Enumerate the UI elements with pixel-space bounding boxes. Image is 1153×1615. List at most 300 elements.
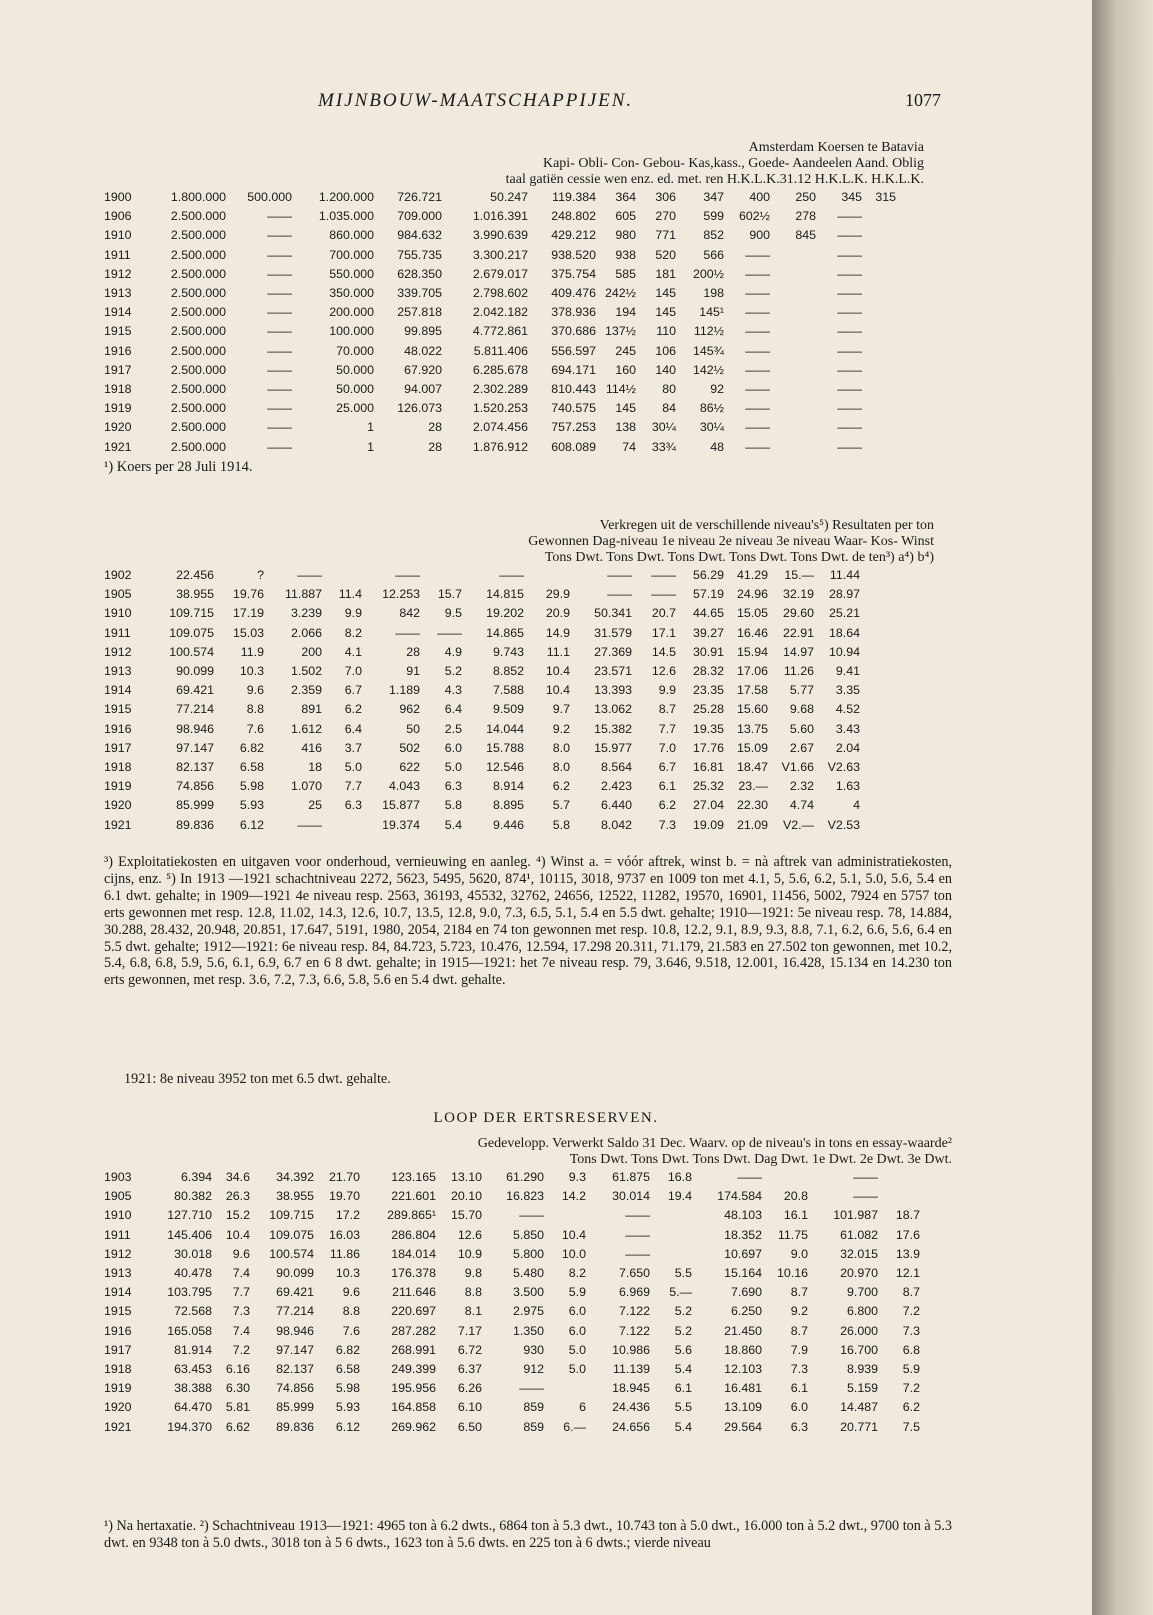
table-cell: 6.12: [335, 1419, 360, 1434]
table-cell: ——: [745, 247, 770, 262]
table2-header-2: Gewonnen Dag-niveau 1e niveau 2e niveau 3e niveau Waar- Kos- Winst: [528, 534, 934, 549]
table1-header-2: Kapi- Obli- Con- Gebou- Kas,kass., Goede- Aandeelen Aand. Oblig: [542, 156, 924, 171]
table-cell: 11.26: [783, 664, 814, 679]
table-cell: ——: [853, 1189, 878, 1204]
table-cell: 21.70: [328, 1170, 360, 1184]
table-cell: 2.500.000: [170, 324, 226, 339]
table-cell: 2.066: [290, 625, 322, 640]
table-cell: 145¾: [692, 343, 724, 358]
table-cell: 364: [615, 190, 636, 204]
table-cell: [865, 342, 899, 361]
table-cell: 10.0: [561, 1246, 586, 1261]
table-cell: 19.4: [667, 1189, 692, 1204]
table-cell: 938: [615, 247, 636, 262]
table-cell: 160: [615, 362, 636, 377]
table-cell: 29.564: [724, 1419, 762, 1434]
table-cell: 19.202: [486, 606, 524, 621]
table-cell: 100.000: [329, 324, 374, 339]
table-cell: 110: [656, 324, 676, 339]
table-row: [104, 322, 899, 341]
table-cell: [865, 226, 899, 245]
table-row: [104, 604, 863, 623]
table-cell: 1.350: [512, 1323, 544, 1338]
table-cell: 20.10: [450, 1189, 482, 1204]
table-cell: 270: [655, 209, 676, 224]
table-cell: [773, 361, 819, 380]
table-cell: 28: [428, 439, 442, 454]
table-cell: 100.574: [269, 1246, 314, 1261]
table-cell: 29.9: [545, 587, 570, 602]
table-cell: 6.12: [239, 817, 264, 832]
table-cell: 20.771: [840, 1419, 878, 1434]
table-cell: ——: [267, 228, 292, 243]
table-cell: 2.302.289: [472, 382, 528, 397]
table-cell: 6.4: [344, 721, 362, 736]
table-cell: 566: [703, 247, 724, 262]
table-cell: 6.394: [180, 1170, 212, 1184]
table-cell: 6.1: [790, 1381, 808, 1396]
table-cell: 8.7: [658, 702, 676, 717]
page-number: 1077: [905, 90, 941, 110]
table-cell: 25.21: [828, 606, 860, 621]
table-cell: 18.64: [828, 625, 860, 640]
table-cell: 15.164: [724, 1266, 762, 1281]
table-cell: 8.8: [464, 1285, 482, 1300]
table-cell: 6: [579, 1400, 586, 1415]
table-cell: 80: [662, 382, 676, 397]
table-cell: 245: [615, 343, 636, 358]
table-cell: 370.686: [551, 324, 596, 339]
table-cell: 2.074.456: [472, 420, 528, 435]
table-cell: 7.9: [790, 1342, 808, 1357]
row-year: 1910: [104, 228, 132, 243]
table-cell: 77.214: [276, 1304, 314, 1319]
table-cell: 142½: [692, 362, 724, 377]
table-cell: 5.6: [674, 1342, 692, 1357]
table-cell: 145.406: [167, 1227, 212, 1242]
table-cell: 15.94: [736, 644, 768, 659]
table-cell: 2.500.000: [170, 286, 226, 301]
table-row: [104, 380, 899, 399]
table-cell: 7.0: [344, 664, 362, 679]
table-cell: 194: [615, 305, 636, 320]
row-year: 1917: [104, 1342, 132, 1357]
table-cell: 16.481: [724, 1381, 762, 1396]
table-cell: 1.800.000: [170, 190, 226, 204]
table-row: [104, 418, 899, 437]
table-cell: 502: [399, 740, 420, 755]
table-cell: 608.089: [551, 439, 596, 454]
table-cell: 7.2: [232, 1342, 250, 1357]
ore-reserves-table: [104, 1168, 923, 1437]
table-cell: 2.423: [600, 779, 632, 794]
table-cell: 15.977: [594, 740, 632, 755]
table-cell: 7.6: [342, 1323, 360, 1338]
table-cell: 17.19: [232, 606, 264, 621]
table-cell: 694.171: [551, 362, 596, 377]
table-cell: 1.876.912: [472, 439, 528, 454]
table-cell: 6.58: [239, 760, 264, 775]
table-cell: 5.0: [444, 760, 462, 775]
table-cell: 1.070: [290, 779, 322, 794]
table-cell: 13.109: [724, 1400, 762, 1415]
table-cell: ——: [625, 1208, 650, 1223]
table-cell: 194.370: [167, 1419, 212, 1434]
table-row: [104, 777, 863, 796]
table-cell: ——: [745, 401, 770, 416]
table-cell: 6.2: [902, 1400, 920, 1415]
table-cell: ——: [297, 568, 322, 582]
table-cell: 91: [406, 664, 420, 679]
table-cell: 7.0: [658, 740, 676, 755]
table-cell: 2.500.000: [170, 420, 226, 435]
table-cell: ——: [745, 266, 770, 281]
table-cell: 9.9: [344, 606, 362, 621]
table-cell: 85.999: [276, 1400, 314, 1415]
table-cell: 10.4: [225, 1227, 250, 1242]
table-cell: 550.000: [329, 266, 374, 281]
table-cell: V2.63: [827, 760, 860, 775]
table-cell: 50: [406, 721, 420, 736]
table-row: [104, 1360, 923, 1379]
table-row: [104, 1302, 923, 1321]
table1-footnote: ¹) Koers per 28 Juli 1914.: [104, 458, 253, 475]
table-cell: 4.9: [444, 644, 462, 659]
table-cell: 30¼: [651, 420, 676, 435]
table-cell: 184.014: [391, 1246, 436, 1261]
row-year: 1913: [104, 1266, 132, 1281]
table-cell: 17.58: [736, 683, 768, 698]
table-cell: [765, 1168, 811, 1187]
table-cell: 109.715: [169, 606, 214, 621]
table-row: [104, 720, 863, 739]
table-cell: ?: [257, 568, 264, 582]
table-cell: [865, 380, 899, 399]
table-cell: [325, 816, 365, 835]
table-cell: 27.04: [692, 798, 724, 813]
table-cell: 15.03: [232, 625, 264, 640]
table-cell: ——: [745, 382, 770, 397]
table-cell: 3.500: [512, 1285, 544, 1300]
table-row: [104, 624, 863, 643]
table-cell: 72.568: [174, 1304, 212, 1319]
table-cell: 12.103: [724, 1362, 762, 1377]
table-cell: 16.46: [736, 625, 768, 640]
table-cell: 6.969: [618, 1285, 650, 1300]
table-cell: 10.3: [239, 664, 264, 679]
table-cell: 24.96: [736, 587, 768, 602]
table-cell: 8.895: [492, 798, 524, 813]
table-cell: [865, 399, 899, 418]
table-row: [104, 1206, 923, 1225]
table-cell: 7.7: [232, 1285, 250, 1300]
table-cell: 860.000: [329, 228, 374, 243]
table-cell: 82.137: [276, 1362, 314, 1377]
table-cell: 7.3: [902, 1323, 920, 1338]
table-cell: 18.352: [724, 1227, 762, 1242]
table-cell: 2.500.000: [170, 266, 226, 281]
table-cell: ——: [267, 247, 292, 262]
table-cell: 2.04: [835, 740, 860, 755]
table-cell: 22.30: [736, 798, 768, 813]
table-cell: 500.000: [247, 190, 292, 204]
table-cell: 140: [655, 362, 676, 377]
table-cell: ——: [267, 420, 292, 435]
table-cell: 9.6: [342, 1285, 360, 1300]
table-cell: [527, 566, 573, 585]
table-cell: 1: [367, 439, 374, 454]
table-row: [104, 1379, 923, 1398]
table-cell: 3.239: [290, 606, 322, 621]
table-cell: 12.1: [895, 1266, 920, 1281]
table-cell: 19.09: [692, 817, 724, 832]
table-cell: 7.122: [618, 1304, 650, 1319]
table-row: [104, 438, 899, 457]
table-cell: 8.2: [344, 625, 362, 640]
table-cell: [547, 1379, 589, 1398]
table-cell: 6.10: [457, 1400, 482, 1415]
table-cell: 9.6: [232, 1246, 250, 1261]
row-year: 1911: [104, 625, 131, 640]
table-cell: 27.369: [594, 644, 632, 659]
table-cell: 18.945: [612, 1381, 650, 1396]
table-cell: [865, 303, 899, 322]
table-cell: 7.5: [902, 1419, 920, 1434]
table-cell: 30.014: [612, 1189, 650, 1204]
table-cell: 605: [615, 209, 636, 224]
table-cell: 1.200.000: [318, 190, 374, 204]
table-cell: ——: [837, 343, 862, 358]
table-row: [104, 246, 899, 265]
table-cell: 10.9: [457, 1246, 482, 1261]
row-year: 1914: [104, 305, 132, 320]
row-year: 1917: [104, 362, 132, 377]
table-cell: 740.575: [551, 401, 596, 416]
table-cell: 6.7: [344, 683, 362, 698]
row-year: 1920: [104, 1400, 132, 1415]
table-cell: 9.743: [492, 644, 524, 659]
table-cell: [653, 1226, 695, 1245]
table-cell: 18.860: [724, 1342, 762, 1357]
table-cell: 2.5: [444, 721, 462, 736]
table-cell: 9.5: [444, 606, 462, 621]
table-cell: ——: [499, 568, 524, 582]
table-cell: 12.6: [457, 1227, 482, 1242]
table-cell: 18.7: [895, 1208, 920, 1223]
table-cell: 7.2: [902, 1304, 920, 1319]
table-cell: 11.1: [546, 644, 570, 659]
table-cell: 1.016.391: [472, 209, 528, 224]
table-cell: ——: [745, 324, 770, 339]
table-row: [104, 1264, 923, 1283]
table2-block: [104, 518, 954, 835]
table-cell: 2.975: [512, 1304, 544, 1319]
table-cell: 1: [367, 420, 374, 435]
table-cell: 11.44: [829, 568, 860, 582]
table-cell: 5.0: [568, 1362, 586, 1377]
table-cell: 15.60: [736, 702, 768, 717]
table-cell: 350.000: [329, 286, 374, 301]
table-cell: 127.710: [167, 1208, 212, 1223]
row-year: 1902: [104, 568, 132, 582]
table-cell: 90.099: [276, 1266, 314, 1281]
table-cell: 12.253: [382, 587, 420, 602]
table-cell: 48.103: [724, 1208, 762, 1223]
row-year: 1919: [104, 401, 132, 416]
table-cell: 2.500.000: [170, 362, 226, 377]
table-row: [104, 1283, 923, 1302]
table-cell: ——: [651, 587, 676, 602]
table-cell: 5.93: [239, 798, 264, 813]
table-cell: 16.823: [506, 1189, 544, 1204]
row-year: 1915: [104, 702, 132, 717]
table-cell: 429.212: [551, 228, 596, 243]
table-cell: 286.804: [391, 1227, 436, 1242]
table-cell: 6.0: [568, 1323, 586, 1338]
table-cell: 278: [795, 209, 816, 224]
table-cell: [773, 284, 819, 303]
table-cell: 6.50: [457, 1419, 482, 1434]
table-cell: 2.67: [789, 740, 814, 755]
table-cell: 13.10: [450, 1170, 482, 1184]
table-cell: 5.4: [444, 817, 462, 832]
table-cell: 123.165: [391, 1170, 436, 1184]
table-cell: 810.443: [551, 382, 596, 397]
table-cell: ——: [837, 228, 862, 243]
table-cell: 8.1: [464, 1304, 482, 1319]
table-cell: [865, 361, 899, 380]
table-cell: 10.3: [335, 1266, 360, 1281]
table1-header-1: Amsterdam Koersen te Batavia: [748, 140, 924, 155]
table-cell: ——: [837, 247, 862, 262]
table-cell: 17.1: [651, 625, 676, 640]
table-cell: 101.987: [833, 1208, 878, 1223]
table-cell: 10.4: [545, 683, 570, 698]
table-cell: 4.74: [789, 798, 814, 813]
table-cell: ——: [267, 362, 292, 377]
page-header: [0, 90, 1092, 120]
table-cell: ——: [837, 324, 862, 339]
table-cell: 11.9: [240, 644, 264, 659]
table-cell: 891: [301, 702, 322, 717]
table-cell: 2.500.000: [170, 401, 226, 416]
table-cell: 12.6: [651, 664, 676, 679]
table-cell: 6.285.678: [472, 362, 528, 377]
table-cell: 5.2: [674, 1304, 692, 1319]
table-cell: 14.5: [651, 644, 676, 659]
table-cell: 164.858: [391, 1400, 436, 1415]
table-cell: 2.359: [290, 683, 322, 698]
table-cell: 14.9: [545, 625, 570, 640]
table-cell: 138: [615, 420, 636, 435]
table3-block: [104, 1136, 954, 1437]
table-cell: ——: [837, 382, 862, 397]
table2-footnote: ³) Exploitatiekosten en uitgaven voor onderhoud, vernieuwing en aanleg. ⁴) Winst a. = vóór aftrek, winst b. = nà aftrek van administratiekosten, cijns, enz. ⁵) In 1913 —1921 schachtniveau 2272, 5623, 5495, 5620, 874¹, 10115, 3018, 9737 en 1009 ton met 4.1, 5, 5.6, 6.2, 5.1, 5.0, 5.6, 5.4 en 6.1 dwt. gehalte; in 1909—1921 4e niveau resp. 2563, 36193, 45532, 32762, 24656, 12522, 11282, 19570, 16901, 11456, 5002, 7924 en 5757 ton erts gewonnen met resp. 12.8, 11.02, 14.3, 12.6, 10.7, 13.5, 12.8, 9.0, 7.3, 6.5, 5.1, 5.4 en 5.5 dwt. gehalte; 1910—1921: 5e niveau resp. 78, 14.884, 30.288, 28.432, 20.948, 20.851, 17.647, 5191, 1980, 2054, 2184 en 74 ton gewonnen met resp. 10.8, 12.2, 9.1, 8.9, 9.3, 8.8, 7.1, 6.2, 6.6, 5.6, 6.4 en 5.5 dwt. gehalte; 1912—1921: 6e niveau resp. 84, 84.723, 5.723, 10.476, 12.594, 17.298 20.311, 71.179, 21.583 en 27.502 ton gewonnen, met 10.2, 5.4, 6.8, 6.8, 5.9, 5.6, 6.1, 6.9, 6.7 en 6 8 dwt. gehalte; in 1915—1921: het 7e niveau resp. 79, 3.646, 9.518, 12.001, 16.428, 15.134 en 14.230 ton erts gewonnen, met resp. 3.6, 7.2, 7.3, 6.6, 5.8, 5.6 en 5.4 dwt. gehalte.: [104, 854, 952, 989]
table-cell: 5.93: [335, 1400, 360, 1415]
table-cell: ——: [837, 439, 862, 454]
table-row: [104, 796, 863, 815]
table-cell: 6.37: [457, 1362, 482, 1377]
table-cell: 16.81: [692, 760, 724, 775]
table-cell: 61.082: [840, 1227, 878, 1242]
table-cell: 556.597: [551, 343, 596, 358]
table-cell: 9.41: [835, 664, 860, 679]
table-cell: 16.03: [328, 1227, 360, 1242]
table-row: [104, 662, 863, 681]
table-cell: 20.8: [783, 1189, 808, 1204]
table-cell: 126.073: [397, 401, 442, 416]
table-cell: 7.6: [246, 721, 264, 736]
table-cell: 25.000: [336, 401, 374, 416]
table-cell: 106: [655, 343, 676, 358]
table-row: [104, 585, 863, 604]
table-cell: 14.2: [561, 1189, 586, 1204]
table-row: [104, 226, 899, 245]
table-cell: [773, 342, 819, 361]
table-cell: 10.4: [561, 1227, 586, 1242]
table-cell: 40.478: [174, 1266, 212, 1281]
table-cell: 26.000: [840, 1323, 878, 1338]
table-cell: 2.500.000: [170, 343, 226, 358]
table-cell: ——: [837, 362, 862, 377]
table-cell: ——: [837, 286, 862, 301]
table-cell: 5.0: [344, 760, 362, 775]
table3-header-1: Gedevelopp. Verwerkt Saldo 31 Dec. Waarv. op de niveau's in tons en essay-waarde²: [477, 1136, 952, 1151]
table3-header-2: Tons Dwt. Tons Dwt. Tons Dwt. Dag Dwt. 1e Dwt. 2e Dwt. 3e Dwt.: [569, 1152, 952, 1167]
table-cell: 22.91: [782, 625, 814, 640]
table-cell: 5.2: [674, 1323, 692, 1338]
row-year: 1912: [104, 266, 132, 281]
table-cell: 94.007: [404, 382, 442, 397]
table-cell: 8.7: [902, 1285, 920, 1300]
table-cell: 165.058: [167, 1323, 212, 1338]
table-cell: 1.520.253: [472, 401, 528, 416]
table-cell: 9.6: [246, 683, 264, 698]
table1-header-3: taal gatiën cessie wen enz. ed. met. ren H.K.L.K.31.12 H.K.L.K. H.K.L.K.: [505, 172, 924, 187]
table-cell: 5.0: [568, 1342, 586, 1357]
row-year: 1913: [104, 286, 132, 301]
table-cell: 5.98: [335, 1381, 360, 1396]
table-cell: [773, 438, 819, 457]
table-cell: 1.612: [290, 721, 322, 736]
row-year: 1905: [104, 587, 132, 602]
row-year: 1914: [104, 1285, 132, 1300]
table-cell: 5.98: [239, 779, 264, 794]
table-cell: 852: [703, 228, 724, 243]
table-cell: 5.850: [512, 1227, 544, 1242]
table-cell: 86½: [699, 401, 724, 416]
table-cell: 755.735: [397, 247, 442, 262]
table-row: [104, 361, 899, 380]
table-cell: 16.8: [667, 1170, 692, 1184]
table-cell: 14.487: [840, 1400, 878, 1415]
table-cell: 145¹: [699, 305, 724, 320]
table-cell: 9.8: [464, 1266, 482, 1281]
table-cell: 2.679.017: [472, 266, 528, 281]
table-cell: 30.018: [174, 1246, 212, 1261]
table-row: [104, 207, 899, 226]
table-cell: 6.800: [846, 1304, 878, 1319]
table-cell: 5.159: [846, 1381, 878, 1396]
table-cell: 74.856: [176, 779, 214, 794]
table-cell: 89.836: [276, 1419, 314, 1434]
table-cell: 220.697: [391, 1304, 436, 1319]
table-cell: 242½: [604, 286, 636, 301]
table-cell: 103.795: [167, 1285, 212, 1300]
table-cell: 409.476: [551, 286, 596, 301]
table-cell: 33¾: [651, 439, 676, 454]
table-cell: 9.9: [658, 683, 676, 698]
